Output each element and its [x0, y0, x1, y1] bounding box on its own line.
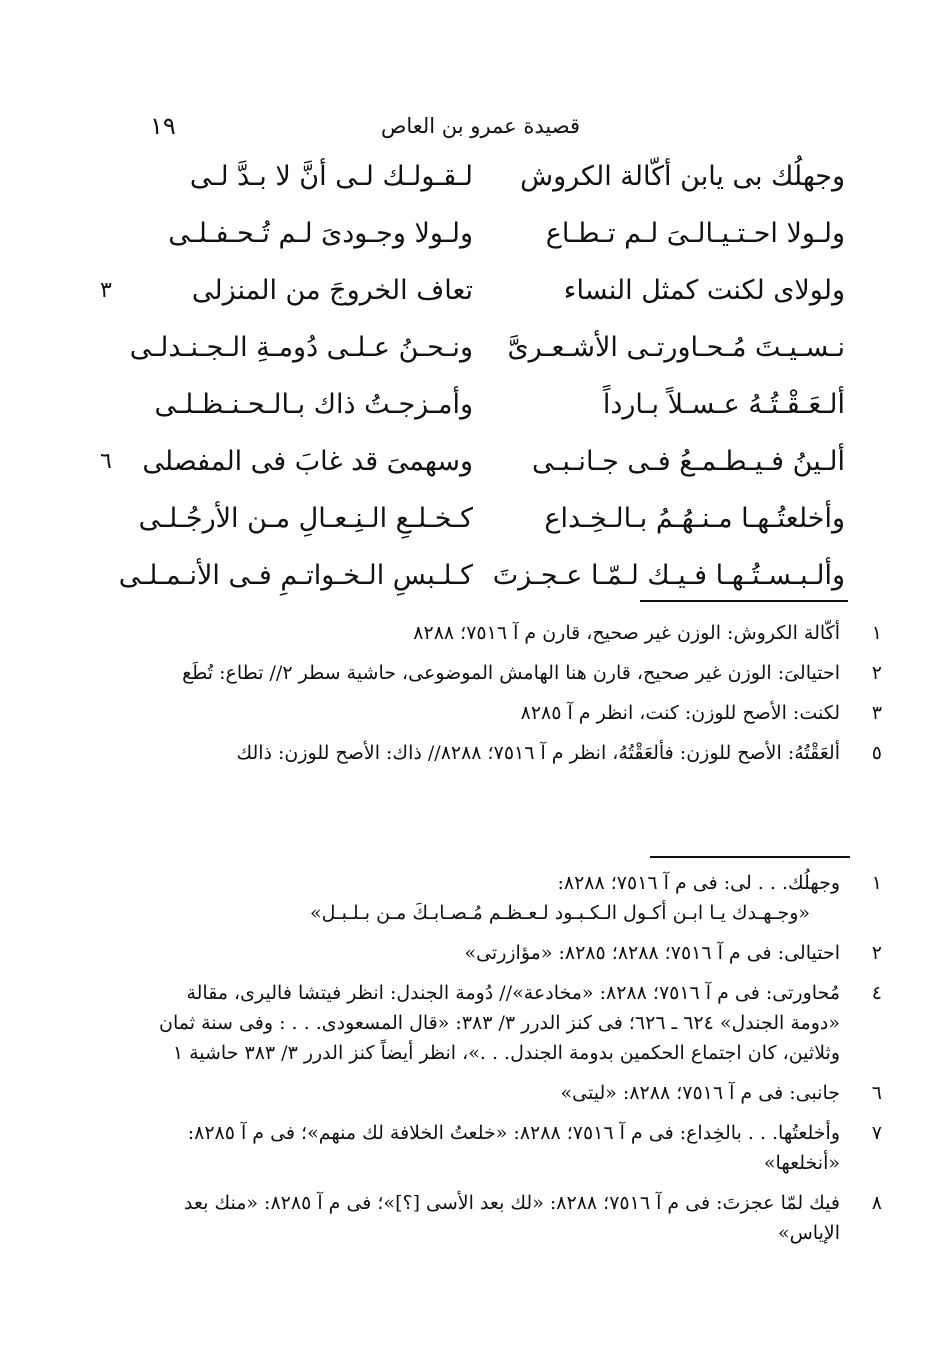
footnote-text: وجهلُك. . . لى: فى م آ ٧٥١٦؛ ٨٢٨٨: [557, 872, 840, 894]
footnote-divider [640, 600, 848, 602]
second-hemistich: وسهمىَ قد غابَ فى المفصلى [142, 446, 473, 477]
critical-apparatus [150, 618, 882, 778]
footnote-number: ١ [871, 622, 882, 644]
second-hemistich: كـلـبسِ الـخـواتـمِ فـى الأنـمـلـى [118, 560, 473, 591]
first-hemistich: وألـبـسـتُـهـا فـيـك لـمّـا عـجـزتَ [492, 560, 845, 591]
footnote [150, 658, 882, 688]
footnote-number: ٦ [871, 1082, 882, 1104]
footnote-text: مُحاورتى: فى م آ ٧٥١٦؛ ٨٢٨٨: «مخادعة»// دُومة الجندل: انظر فيتشا فاليرى، مقالة «دومة الجندل» ٦٢٤ ـ ٦٢٦؛ فى كنز الدرر ٣/ ٣٨٣: «قال المسعودى. . . : وفى سنة ثمان وثلاثين، كان اجتماع الحكمين بدومة الجندل. . .»، انظر أيضاً كنز الدرر ٣/ ٣٨٣ حاشية ١ [159, 982, 840, 1064]
footnote-text: لكنت: الأصح للوزن: كنت، انظر م آ ٨٢٨٥ [520, 702, 840, 724]
footnote [150, 1188, 882, 1248]
running-title: قصيدة عمرو بن العاص [380, 114, 580, 138]
footnote-divider [650, 856, 850, 858]
footnote-text: جانبى: فى م آ ٧٥١٦؛ ٨٢٨٨: «ليتى» [560, 1082, 840, 1104]
footnote [150, 1078, 882, 1108]
commentary-notes [150, 868, 882, 1258]
second-hemistich: كـخـلـعِ الـنِـعـالِ مـن الأرجُـلـى [138, 503, 473, 534]
second-hemistich: وأمـزجـتُ ذاك بـالـحـنـظـلـى [154, 389, 473, 420]
page-number: ١٩ [150, 112, 176, 140]
verse-line [100, 207, 845, 261]
footnote [150, 618, 882, 648]
footnote [150, 738, 882, 768]
line-number: ٦ [100, 449, 112, 474]
first-hemistich: ولـولا احـتـيـالـىَ لـم تـطـاع [545, 218, 845, 249]
footnote-text: احتيالىَ: الوزن غير صحيح، قارن هنا الهامش الموضوعى، حاشية سطر ٢// تطاع: تُطَع [182, 662, 840, 684]
verse-line [100, 435, 845, 489]
footnote-number: ٧ [871, 1122, 882, 1144]
first-hemistich: نـسـيـتَ مُـحـاورتـى الأشـعـرىَّ [507, 332, 845, 363]
footnote-number: ٢ [871, 662, 882, 684]
verse-line [100, 492, 845, 546]
page-header [150, 112, 580, 146]
second-hemistich: ولـولا وجـودىَ لـم تُـحـفـلـى [168, 218, 473, 249]
footnote-number: ٣ [871, 702, 882, 724]
footnote-number: ٨ [871, 1192, 882, 1214]
footnote-number: ٢ [871, 942, 882, 964]
footnote-text: فيك لمّا عجزتَ: فى م آ ٧٥١٦؛ ٨٢٨٨: «لك بعد الأسى [؟]»؛ فى م آ ٨٢٨٥: «منك بعد الإياس» [184, 1192, 840, 1244]
first-hemistich: ألـعَـقْـتُـهُ عـسـلاً بـارداً [602, 389, 845, 420]
verse-line [100, 321, 845, 375]
verse-line [100, 264, 845, 318]
footnote-quote: «وجـهـدك يـا ابـن أكـول الـكـبـود لـعـظـم مُـصـابـكَ مـن بـلـبـل» [310, 902, 810, 924]
first-hemistich: ولولاى لكنت كمثل النساء [563, 275, 845, 306]
footnote-number: ٥ [871, 742, 882, 764]
footnote [150, 698, 882, 728]
footnote-text: احتيالى: فى م آ ٧٥١٦؛ ٨٢٨٨؛ ٨٢٨٥: «مؤازرتى» [464, 942, 840, 964]
verse-line [100, 378, 845, 432]
verse-line [100, 549, 845, 603]
first-hemistich: وأخلعتُـهـا مـنـهُـمُ بـالـخِـداع [544, 503, 845, 534]
footnote-text: ألعَقْتُهُ: الأصح للوزن: فألعَقْتُهُ، انظر م آ ٧٥١٦؛ ٨٢٨٨// ذاك: الأصح للوزن: ذالك [236, 742, 840, 764]
footnote-text: أكّالة الكروش: الوزن غير صحيح، قارن م آ ٧٥١٦؛ ٨٢٨٨ [413, 622, 840, 644]
first-hemistich: وجهلُك بى يابن أكّالة الكروش [520, 161, 845, 192]
verse-line [100, 150, 845, 204]
footnote [150, 868, 882, 928]
second-hemistich: لـقـولـك لـى أنَّ لا بـدَّ لـى [189, 161, 473, 192]
footnote-text: وأخلعتُها. . . بالخِداع: فى م آ ٧٥١٦؛ ٨٢٨٨: «خلعتُ الخلافة لك منهم»؛ فى م آ ٨٢٨٥: «أنخلعها» [187, 1122, 840, 1174]
second-hemistich: ونـحـنُ عـلـى دُومـةِ الـجـنـدلـى [129, 332, 473, 363]
footnote-number: ١ [871, 872, 882, 894]
poem [100, 150, 845, 610]
line-number: ٣ [100, 278, 112, 303]
footnote [150, 978, 882, 1068]
footnote-number: ٤ [871, 982, 882, 1004]
footnote [150, 938, 882, 968]
second-hemistich: تعاف الخروجَ من المنزلى [191, 275, 473, 306]
first-hemistich: ألـينُ فـيـطـمـعُ فـى جـانـبـى [531, 446, 845, 477]
footnote [150, 1118, 882, 1178]
